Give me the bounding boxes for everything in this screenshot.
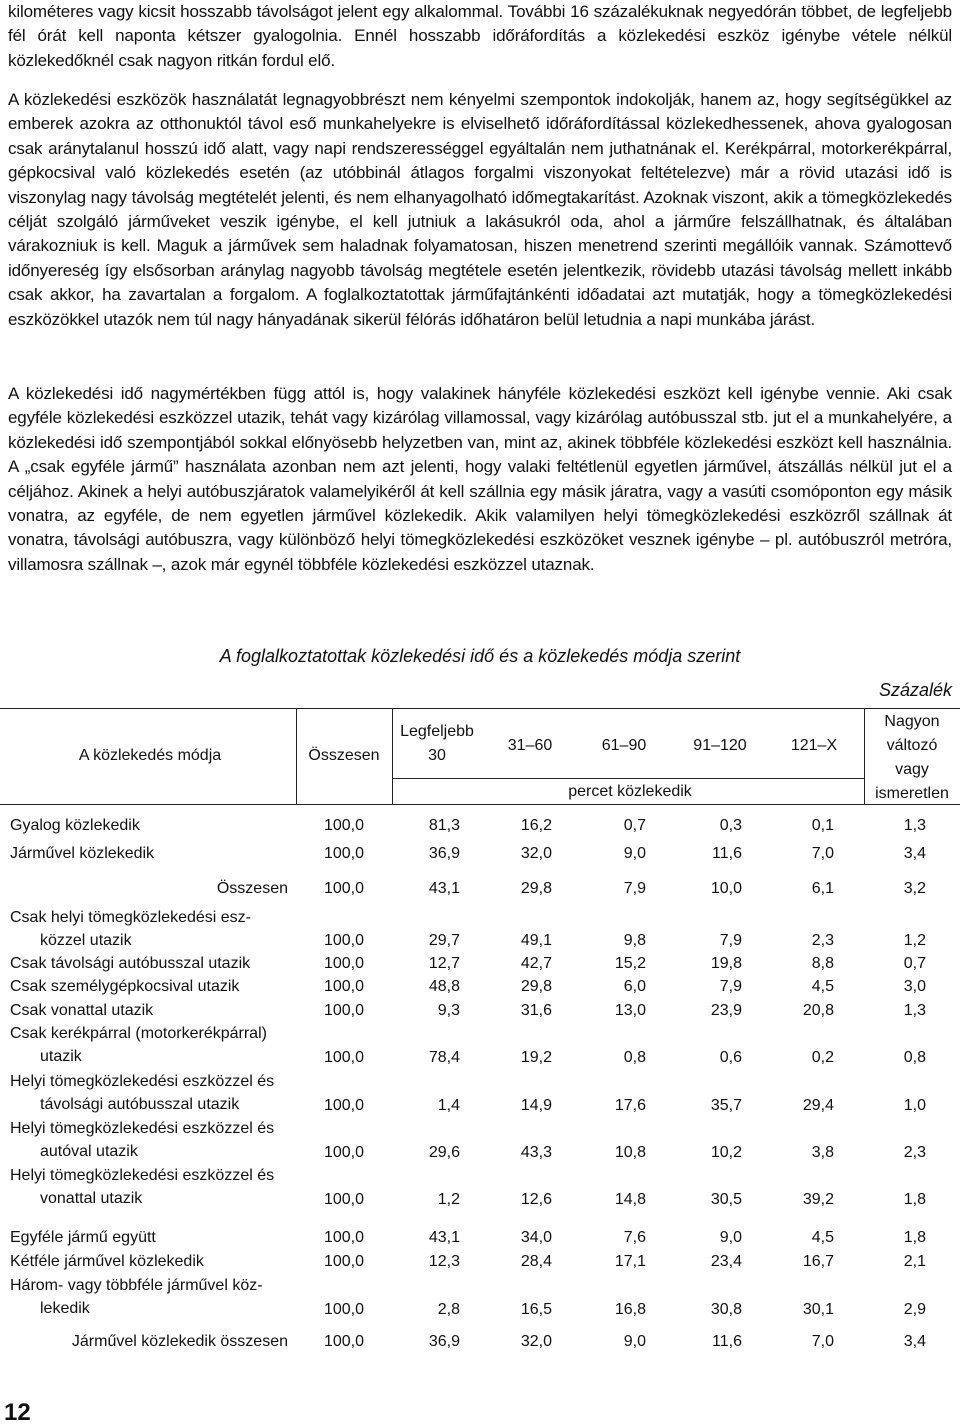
cell-31-60: 16,2	[520, 817, 552, 834]
cell-unknown: 1,8	[903, 1191, 926, 1208]
cell-121-x: 20,8	[802, 1002, 834, 1019]
paragraph-3: A közlekedési idő nagymértékben függ attól is, hogy valakinek hányféle közlekedési eszközt kell igénybe vennie. Aki csak egyféle közlekedési eszközzel utazik, tehát vagy kizárólag villamossal, vagy kizárólag autóbusszal stb. jut el a munkahelyére, a közlekedési idő szempontjából sokkal előnyösebb helyzetben van, mint az, akinek többféle közlekedési eszközt kell használnia. A „csak egyféle jármű” használata azonban nem azt jelenti, hogy valaki feltétlenül egyetlen járművel, átszállás nélkül jut el a céljához. Akinek a helyi autóbuszjáratok valamelyikéről át kell szállnia egy másik járatra, vagy a vasúti csomóponton egy másik vonatra, az egyféle, de nem egyetlen járművel közlekedik. Akik valamilyen helyi tömegközlekedési eszközről szállnak át vonatra, távolsági autóbuszra, vagy különböző helyi tömegközlekedési eszközöket vesznek igénybe – pl. autóbuszról metróra, villamosra szállnak –, azok már egynél többféle közlekedési eszközzel utaznak.	[8, 384, 952, 574]
cell-91-120: 0,3	[719, 817, 742, 834]
table-top-rule	[0, 708, 960, 709]
cell-121-x: 30,1	[802, 1301, 834, 1318]
cell-61-90: 0,7	[623, 817, 646, 834]
cell-31-60: 42,7	[520, 955, 552, 972]
cell-total: 100,0	[323, 978, 364, 995]
cell-31-60: 28,4	[520, 1253, 552, 1270]
cell-upto30: 48,8	[428, 978, 460, 995]
cell-121-x: 4,5	[811, 1229, 834, 1246]
cell-31-60: 29,8	[520, 880, 552, 897]
cell-91-120: 10,0	[710, 880, 742, 897]
cell-unknown: 1,3	[903, 817, 926, 834]
row-label: Egyféle jármű együtt	[10, 1229, 156, 1246]
cell-31-60: 34,0	[520, 1229, 552, 1246]
cell-91-120: 7,9	[719, 978, 742, 995]
cell-61-90: 13,0	[614, 1002, 646, 1019]
page-number: 12	[4, 1399, 31, 1426]
row-label: Járművel közlekedik	[10, 845, 155, 862]
cell-total: 100,0	[323, 1191, 364, 1208]
table-title: A foglalkoztatottak közlekedési idő és a közlekedés módja szerint	[219, 646, 741, 666]
row-label: Csak távolsági autóbusszal utazik	[10, 955, 251, 972]
cell-91-120: 11,6	[712, 1333, 742, 1350]
cell-91-120: 10,2	[710, 1144, 742, 1161]
cell-upto30: 36,9	[428, 1333, 460, 1350]
table-row	[0, 906, 960, 952]
cell-91-120: 11,6	[712, 845, 742, 862]
header-121-x: 121–X	[790, 737, 838, 754]
cell-31-60: 32,0	[520, 845, 552, 862]
cell-121-x: 0,1	[811, 817, 834, 834]
cell-91-120: 30,8	[710, 1301, 742, 1318]
cell-121-x: 7,0	[811, 1333, 834, 1350]
cell-61-90: 16,8	[614, 1301, 646, 1318]
cell-61-90: 10,8	[614, 1144, 646, 1161]
cell-31-60: 31,6	[520, 1002, 552, 1019]
cell-61-90: 17,6	[614, 1097, 646, 1114]
cell-upto30: 12,3	[428, 1253, 460, 1270]
cell-121-x: 2,3	[811, 932, 834, 949]
cell-upto30: 36,9	[428, 845, 460, 862]
cell-total: 100,0	[323, 1002, 364, 1019]
cell-91-120: 23,9	[710, 1002, 742, 1019]
header-unknown-line2: változó	[886, 737, 938, 754]
cell-unknown: 3,0	[903, 978, 926, 995]
row-label: Csak helyi tömegközlekedési esz- közzel utazik	[10, 909, 251, 949]
cell-31-60: 29,8	[520, 978, 552, 995]
row-label: Helyi tömegközlekedési eszközzel és autóval utazik	[10, 1120, 275, 1160]
cell-total: 100,0	[323, 1144, 364, 1161]
cell-121-x: 0,2	[811, 1049, 834, 1066]
cell-total: 100,0	[323, 817, 364, 834]
cell-upto30: 43,1	[428, 1229, 460, 1246]
paragraph-2: A közlekedési eszközök használatát legnagyobbrészt nem kényelmi szempontok indokolják, hanem az, hogy segítségükkel az emberek azokra az otthonuktól távol eső munkahelyekre is elviselhető időráfordítással közlekedhessenek, ahova gyalogosan csak aránytalanul hosszú idő alatt, vagy napi rendszerességgel egyáltalán nem juthatnának el. Kerékpárral, motorkerékpárral, gépkocsival való közlekedés esetén (az utóbbinál átlagos forgalmi viszonyokat feltételezve) már a rövid utazási idő is viszonylag nagy távolság megtételét jelenti, és nem elhanyagolható időmegtakarítást. Azoknak viszont, akik a tömegközlekedés célját szolgáló járműveket veszik igénybe, el kell jutniuk a lakásukról oda, ahol a járműre felszállhatnak, és általában várakozniuk is kell. Maguk a járművek sem haladnak folyamatosan, hiszen menetrend szerinti megállóik vannak. Számottevő időnyereség így elsősorban aránylag nagyobb távolság megtétele esetén jelentkezik, rövidebb utazási távolság mellett inkább csak akkor, ha zavartalan a forgalom. A foglalkoztatottak járműfajtánkénti időadatai azt mutatják, hogy a tömegközlekedési eszközökkel utazók nem túl nagy hányadának sikerül félórás időhatáron belül letudnia a napi munkába járást.	[8, 90, 952, 329]
header-upto30-line1: Legfeljebb	[400, 723, 474, 740]
cell-total: 100,0	[323, 845, 364, 862]
cell-61-90: 9,8	[623, 932, 646, 949]
header-minutes: percet közlekedik	[568, 783, 692, 800]
cell-total: 100,0	[323, 1333, 364, 1350]
cell-unknown: 3,4	[903, 1333, 926, 1350]
cell-31-60: 19,2	[520, 1049, 552, 1066]
header-unknown	[864, 710, 960, 806]
header-unknown-line1: Nagyon	[884, 713, 940, 730]
cell-upto30: 81,3	[428, 817, 460, 834]
paragraph-1: kilométeres vagy kicsit hosszabb távolságot jelent egy alkalommal. További 16 százalékuknak negyedórán többet, de legfeljebb fél órát kell naponta kétszer gyalogolnia. Ennél hosszabb időráfordítás a közlekedési eszköz igénybe vétele nélkül közlekedőknél csak nagyon ritkán fordul elő.	[8, 2, 952, 70]
row-label: Csak kerékpárral (motorkerékpárral) utazik	[10, 1025, 267, 1065]
cell-61-90: 0,8	[623, 1049, 646, 1066]
cell-31-60: 43,3	[520, 1144, 552, 1161]
cell-unknown: 3,2	[903, 880, 926, 897]
cell-upto30: 9,3	[437, 1002, 460, 1019]
cell-91-120: 0,6	[719, 1049, 742, 1066]
header-91-120: 91–120	[693, 737, 747, 754]
table-row	[0, 1117, 960, 1163]
cell-121-x: 7,0	[811, 845, 834, 862]
cell-upto30: 29,7	[428, 932, 460, 949]
cell-total: 100,0	[323, 1097, 364, 1114]
cell-31-60: 12,6	[520, 1191, 552, 1208]
cell-31-60: 49,1	[520, 932, 552, 949]
cell-61-90: 14,8	[614, 1191, 646, 1208]
cell-unknown: 2,3	[903, 1144, 926, 1161]
cell-91-120: 35,7	[710, 1097, 742, 1114]
header-total: Összesen	[308, 747, 380, 764]
row-label: Csak személygépkocsival utazik	[10, 978, 240, 995]
cell-91-120: 19,8	[710, 955, 742, 972]
row-label: Összesen	[216, 880, 288, 897]
cell-upto30: 12,7	[428, 955, 460, 972]
cell-31-60: 14,9	[520, 1097, 552, 1114]
table-row	[0, 1274, 960, 1320]
cell-121-x: 6,1	[811, 880, 834, 897]
cell-total: 100,0	[323, 1253, 364, 1270]
cell-upto30: 29,6	[428, 1144, 460, 1161]
header-upto30	[392, 720, 482, 768]
cell-total: 100,0	[323, 1229, 364, 1246]
cell-121-x: 29,4	[802, 1097, 834, 1114]
row-label: Helyi tömegközlekedési eszközzel és távolsági autóbusszal utazik	[10, 1073, 275, 1113]
cell-unknown: 1,0	[903, 1097, 926, 1114]
cell-unknown: 2,9	[903, 1301, 926, 1318]
cell-31-60: 32,0	[520, 1333, 552, 1350]
row-label: Kétféle járművel közlekedik	[10, 1253, 204, 1270]
table-header-bottom-rule	[0, 804, 960, 805]
cell-31-60: 16,5	[520, 1301, 552, 1318]
cell-unknown: 3,4	[903, 845, 926, 862]
minutes-group-rule	[392, 778, 864, 779]
header-divider-1	[296, 708, 297, 804]
cell-unknown: 1,3	[903, 1002, 926, 1019]
row-label: Helyi tömegközlekedési eszközzel és vonattal utazik	[10, 1167, 275, 1207]
cell-61-90: 7,6	[623, 1229, 646, 1246]
table-row	[0, 1070, 960, 1116]
cell-91-120: 23,4	[710, 1253, 742, 1270]
row-label: Csak vonattal utazik	[10, 1002, 154, 1019]
cell-91-120: 9,0	[719, 1229, 742, 1246]
cell-unknown: 0,8	[903, 1049, 926, 1066]
cell-unknown: 2,1	[903, 1253, 926, 1270]
cell-61-90: 9,0	[623, 1333, 646, 1350]
cell-upto30: 1,4	[437, 1097, 460, 1114]
header-unknown-line4: ismeretlen	[875, 785, 949, 802]
cell-total: 100,0	[323, 1049, 364, 1066]
cell-unknown: 1,2	[903, 932, 926, 949]
cell-91-120: 7,9	[719, 932, 742, 949]
cell-upto30: 1,2	[437, 1191, 460, 1208]
cell-unknown: 1,8	[903, 1229, 926, 1246]
header-upto30-line2: 30	[428, 747, 446, 764]
cell-upto30: 43,1	[428, 880, 460, 897]
cell-61-90: 6,0	[623, 978, 646, 995]
header-mode: A közlekedés módja	[78, 747, 222, 764]
cell-total: 100,0	[323, 1301, 364, 1318]
header-31-60: 31–60	[507, 737, 553, 754]
cell-total: 100,0	[323, 932, 364, 949]
cell-121-x: 3,8	[811, 1144, 834, 1161]
cell-91-120: 30,5	[710, 1191, 742, 1208]
cell-upto30: 2,8	[437, 1301, 460, 1318]
table-row	[0, 1164, 960, 1210]
header-unknown-line3: vagy	[895, 761, 929, 778]
row-label: Járművel közlekedik összesen	[71, 1333, 288, 1350]
cell-121-x: 8,8	[811, 955, 834, 972]
cell-61-90: 15,2	[614, 955, 646, 972]
row-label: Gyalog közlekedik	[10, 817, 140, 834]
table-unit-label: Százalék	[878, 680, 952, 700]
cell-61-90: 17,1	[614, 1253, 646, 1270]
header-61-90: 61–90	[601, 737, 647, 754]
cell-total: 100,0	[323, 955, 364, 972]
cell-upto30: 78,4	[428, 1049, 460, 1066]
cell-unknown: 0,7	[903, 955, 926, 972]
cell-61-90: 7,9	[623, 880, 646, 897]
row-label: Három- vagy többféle járművel köz- lekedik	[10, 1277, 263, 1317]
cell-61-90: 9,0	[623, 845, 646, 862]
cell-121-x: 16,7	[802, 1253, 834, 1270]
cell-121-x: 39,2	[802, 1191, 834, 1208]
table-row	[0, 1022, 960, 1068]
cell-total: 100,0	[323, 880, 364, 897]
cell-121-x: 4,5	[811, 978, 834, 995]
